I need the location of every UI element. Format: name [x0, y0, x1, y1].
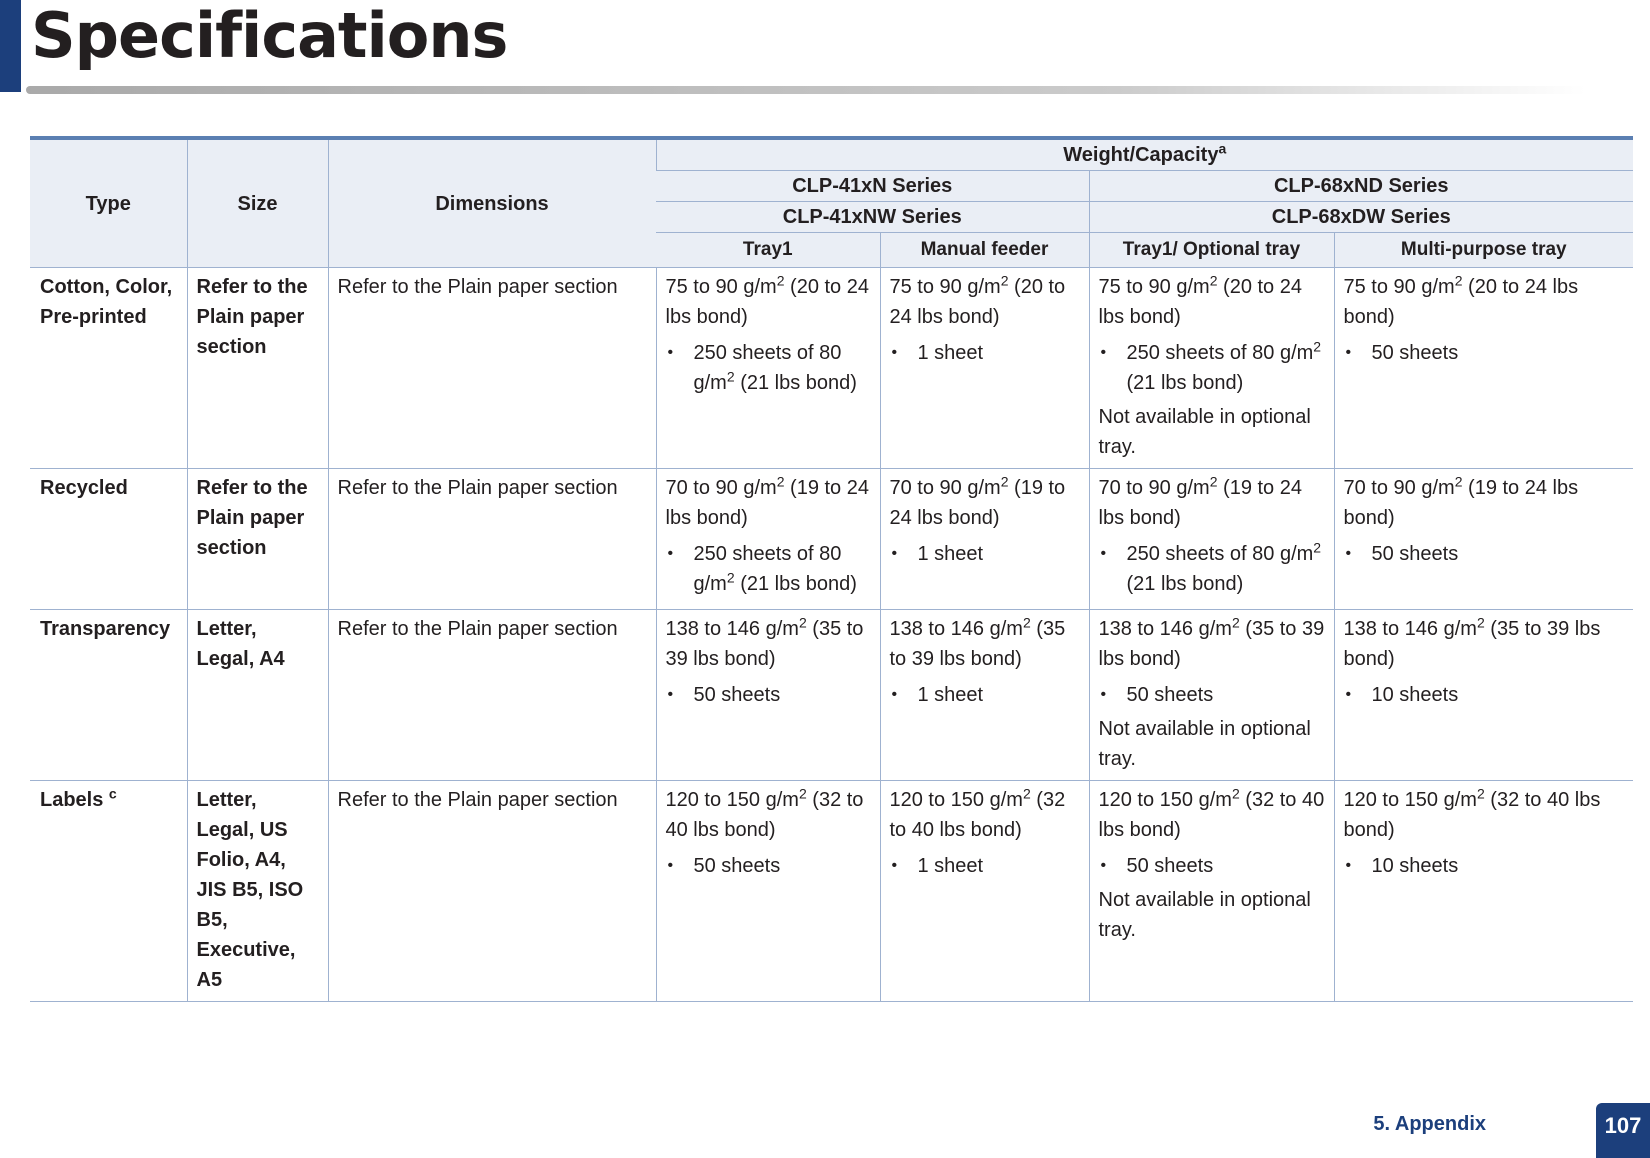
- cell-tray1-optional: [1089, 610, 1334, 781]
- weight-text: 70 to 90 $g/m^2$ (19 to 24 lbs bond): [889, 473, 1066, 529]
- cell-dimensions: Refer to the Plain paper section: [328, 781, 656, 1002]
- weight-text: 120 to 150 $g/m^2$ (32 to 40 lbs bond): [1343, 785, 1601, 841]
- cell-type: Recycled: [30, 469, 187, 610]
- header-weight-capacity: [656, 138, 1633, 171]
- header-dimensions: Dimensions: [328, 138, 656, 268]
- title-accent-bar: [0, 0, 21, 92]
- cell-tray1: [656, 268, 880, 469]
- cell-tray1: [656, 610, 880, 781]
- cell-manual-feeder: [880, 469, 1089, 610]
- weight-text: 70 to 90 $g/m^2$ (19 to 24 lbs bond): [1098, 473, 1302, 529]
- list-item: • 50 sheets: [1344, 338, 1625, 368]
- availability-note: Not available in optional tray.: [1098, 718, 1311, 770]
- cell-dimensions: Refer to the Plain paper section: [328, 268, 656, 469]
- page-title: Specifications: [31, 0, 508, 72]
- cell-manual-feeder: [880, 610, 1089, 781]
- cell-size: Refer to the Plain paper section: [187, 469, 328, 610]
- table-row: [30, 781, 1633, 1002]
- cell-multi-purpose-tray: [1334, 469, 1633, 610]
- availability-note: Not available in optional tray.: [1098, 406, 1311, 458]
- cell-multi-purpose-tray: [1334, 268, 1633, 469]
- weight-text: 138 to 146 $g/m^2$ (35 to 39 lbs bond): [665, 614, 864, 670]
- cell-type: Cotton, Color, Pre-printed: [30, 268, 187, 469]
- header-tray1: Tray1: [656, 233, 880, 268]
- weight-text: 75 to 90 $g/m^2$ (20 to 24 lbs bond): [1098, 272, 1302, 328]
- header-series-68xdw: CLP-68xDW Series: [1089, 202, 1633, 233]
- header-series-41xnw: CLP-41xNW Series: [656, 202, 1089, 233]
- table-row: [30, 610, 1633, 781]
- list-item: • 1 sheet: [890, 539, 1080, 569]
- cell-dimensions: Refer to the Plain paper section: [328, 610, 656, 781]
- cell-size: Letter, Legal, A4: [187, 610, 328, 781]
- paper-specifications-table: [30, 136, 1633, 1002]
- availability-note: Not available in optional tray.: [1098, 889, 1311, 941]
- list-item: • 1 sheet: [890, 851, 1080, 881]
- header-series-41xn: CLP-41xN Series: [656, 171, 1089, 202]
- cell-multi-purpose-tray: [1334, 610, 1633, 781]
- footnote-marker-c: c: [108, 785, 117, 802]
- list-item: • 50 sheets: [1344, 539, 1625, 569]
- cell-tray1-optional: [1089, 268, 1334, 469]
- list-item: • 250 sheets of 80 $g/m^2$ (21 lbs bond): [666, 539, 871, 599]
- weight-text: 120 to 150 $g/m^2$ (32 to 40 lbs bond): [665, 785, 864, 841]
- list-item: • 10 sheets: [1344, 680, 1625, 710]
- page-number-badge: 107: [1596, 1103, 1650, 1158]
- header-size: Size: [187, 138, 328, 268]
- list-item: • 250 sheets of 80 $g/m^2$ (21 lbs bond): [1099, 539, 1325, 599]
- footer-section-label: 5. Appendix: [1373, 1113, 1486, 1135]
- header-weight-label: Weight/Capacity: [1063, 144, 1219, 166]
- cell-tray1-optional: [1089, 781, 1334, 1002]
- list-item: • 50 sheets: [1099, 851, 1325, 881]
- weight-text: 138 to 146 $g/m^2$ (35 to 39 lbs bond): [889, 614, 1066, 670]
- specifications-table-container: [30, 136, 1633, 1002]
- list-item: • 250 sheets of 80 $g/m^2$ (21 lbs bond): [1099, 338, 1325, 398]
- weight-text: 138 to 146 $g/m^2$ (35 to 39 lbs bond): [1343, 614, 1601, 670]
- cell-manual-feeder: [880, 781, 1089, 1002]
- cell-multi-purpose-tray: [1334, 781, 1633, 1002]
- footnote-marker-a: a: [1218, 140, 1227, 157]
- header-multi-purpose-tray: Multi-purpose tray: [1334, 233, 1633, 268]
- list-item: • 250 sheets of 80 $g/m^2$ (21 lbs bond): [666, 338, 871, 398]
- cell-tray1: [656, 781, 880, 1002]
- list-item: • 50 sheets: [666, 680, 871, 710]
- weight-text: 138 to 146 $g/m^2$ (35 to 39 lbs bond): [1098, 614, 1325, 670]
- cell-dimensions: Refer to the Plain paper section: [328, 469, 656, 610]
- weight-text: 70 to 90 $g/m^2$ (19 to 24 lbs bond): [1343, 473, 1579, 529]
- cell-type: Transparency: [30, 610, 187, 781]
- list-item: • 50 sheets: [1099, 680, 1325, 710]
- table-row: [30, 268, 1633, 469]
- list-item: • 50 sheets: [666, 851, 871, 881]
- header-type: Type: [30, 138, 187, 268]
- title-divider: [26, 86, 1586, 94]
- cell-tray1: [656, 469, 880, 610]
- weight-text: 75 to 90 $g/m^2$ (20 to 24 lbs bond): [1343, 272, 1579, 328]
- weight-text: 70 to 90 $g/m^2$ (19 to 24 lbs bond): [665, 473, 869, 529]
- weight-text: 120 to 150 $g/m^2$ (32 to 40 lbs bond): [889, 785, 1066, 841]
- cell-manual-feeder: [880, 268, 1089, 469]
- cell-type: Labels $^c$: [30, 781, 187, 1002]
- cell-size: Letter, Legal, US Folio, A4, JIS B5, ISO B5, Executive, A5: [187, 781, 328, 1002]
- list-item: • 10 sheets: [1344, 851, 1625, 881]
- weight-text: 120 to 150 $g/m^2$ (32 to 40 lbs bond): [1098, 785, 1325, 841]
- cell-tray1-optional: [1089, 469, 1334, 610]
- header-tray1-optional: Tray1/ Optional tray: [1089, 233, 1334, 268]
- cell-size: Refer to the Plain paper section: [187, 268, 328, 469]
- weight-text: 75 to 90 $g/m^2$ (20 to 24 lbs bond): [889, 272, 1066, 328]
- table-row: [30, 469, 1633, 610]
- list-item: • 1 sheet: [890, 680, 1080, 710]
- list-item: • 1 sheet: [890, 338, 1080, 368]
- header-manual-feeder: Manual feeder: [880, 233, 1089, 268]
- header-series-68xnd: CLP-68xND Series: [1089, 171, 1633, 202]
- weight-text: 75 to 90 $g/m^2$ (20 to 24 lbs bond): [665, 272, 869, 328]
